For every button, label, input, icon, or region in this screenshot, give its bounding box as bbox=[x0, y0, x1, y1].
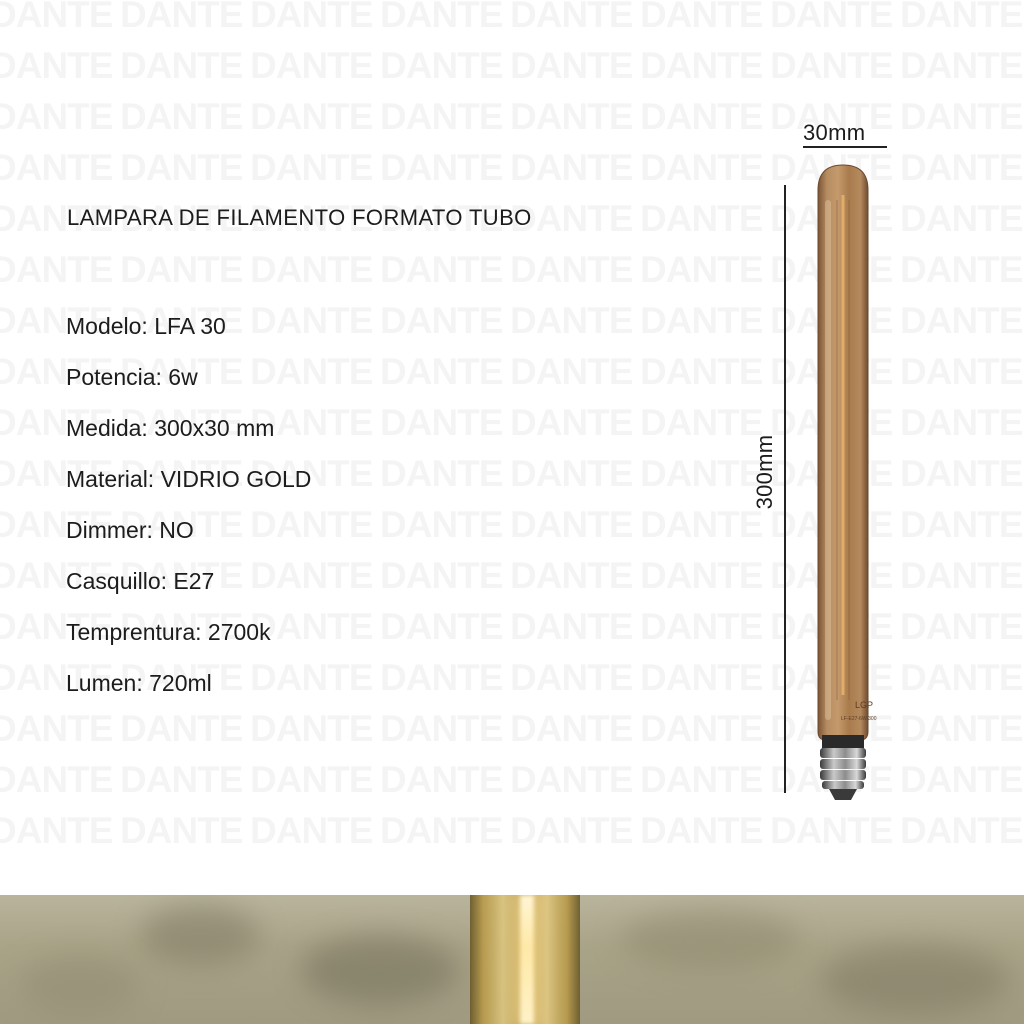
watermark-word bbox=[510, 302, 640, 339]
watermark-word bbox=[900, 404, 1024, 441]
watermark-word bbox=[380, 812, 510, 849]
watermark-word bbox=[770, 47, 900, 84]
watermark-word bbox=[380, 761, 510, 798]
watermark-word bbox=[640, 455, 770, 492]
watermark-word bbox=[900, 761, 1024, 798]
watermark-word bbox=[510, 455, 640, 492]
watermark-word bbox=[640, 353, 770, 390]
spec-power: Potencia: 6w bbox=[66, 364, 198, 390]
watermark-word bbox=[380, 557, 510, 594]
watermark-word bbox=[900, 659, 1024, 696]
watermark-word bbox=[900, 149, 1024, 186]
height-dimension-line bbox=[784, 185, 786, 793]
watermark-word bbox=[0, 761, 120, 798]
watermark-word bbox=[510, 251, 640, 288]
watermark-row bbox=[0, 0, 1024, 33]
watermark-word bbox=[640, 0, 770, 33]
watermark-word bbox=[250, 149, 380, 186]
watermark-word bbox=[640, 557, 770, 594]
spec-model: Modelo: LFA 30 bbox=[66, 313, 226, 339]
watermark-word bbox=[640, 761, 770, 798]
watermark-word bbox=[640, 710, 770, 747]
watermark-word bbox=[900, 47, 1024, 84]
watermark-word bbox=[640, 659, 770, 696]
watermark-word bbox=[120, 812, 250, 849]
watermark-word bbox=[380, 149, 510, 186]
watermark-word bbox=[510, 404, 640, 441]
watermark-word bbox=[380, 455, 510, 492]
width-dimension-line bbox=[803, 146, 887, 148]
watermark-word bbox=[380, 608, 510, 645]
watermark-word bbox=[510, 557, 640, 594]
watermark-word bbox=[900, 608, 1024, 645]
watermark-word bbox=[640, 302, 770, 339]
width-dimension-label: 30mm bbox=[803, 120, 866, 145]
watermark-word bbox=[250, 761, 380, 798]
watermark-word bbox=[770, 812, 900, 849]
watermark-word bbox=[900, 455, 1024, 492]
spec-socket: Casquillo: E27 bbox=[66, 568, 215, 594]
lifestyle-photo-strip bbox=[0, 895, 1024, 1024]
watermark-word bbox=[380, 506, 510, 543]
watermark-word bbox=[380, 251, 510, 288]
watermark-word bbox=[510, 353, 640, 390]
watermark-word bbox=[380, 98, 510, 135]
watermark-word bbox=[900, 557, 1024, 594]
watermark-word bbox=[120, 98, 250, 135]
watermark-word bbox=[0, 251, 120, 288]
watermark-word bbox=[640, 200, 770, 237]
watermark-word bbox=[380, 0, 510, 33]
product-title: LAMPARA DE FILAMENTO FORMATO TUBO bbox=[67, 205, 532, 230]
watermark-word bbox=[380, 659, 510, 696]
watermark-word bbox=[250, 251, 380, 288]
spec-list bbox=[66, 312, 311, 720]
watermark-word bbox=[380, 353, 510, 390]
watermark-word bbox=[510, 812, 640, 849]
watermark-word bbox=[510, 149, 640, 186]
watermark-word bbox=[0, 149, 120, 186]
watermark-word bbox=[250, 98, 380, 135]
watermark-word bbox=[900, 0, 1024, 33]
watermark-word bbox=[900, 98, 1024, 135]
watermark-word bbox=[640, 47, 770, 84]
watermark-word bbox=[510, 98, 640, 135]
watermark-word bbox=[510, 659, 640, 696]
watermark-word bbox=[900, 353, 1024, 390]
spec-dimmer: Dimmer: NO bbox=[66, 517, 194, 543]
watermark-word bbox=[250, 47, 380, 84]
watermark-word bbox=[120, 47, 250, 84]
watermark-word bbox=[510, 47, 640, 84]
watermark-row bbox=[0, 47, 1024, 84]
watermark-word bbox=[900, 200, 1024, 237]
watermark-word bbox=[120, 149, 250, 186]
watermark-word bbox=[900, 710, 1024, 747]
bulb-base bbox=[820, 748, 866, 800]
bulb-brand-print: LGP bbox=[855, 700, 874, 710]
tube-bulb-image bbox=[805, 160, 895, 805]
watermark-row bbox=[0, 98, 1024, 135]
watermark-word bbox=[380, 710, 510, 747]
watermark-word bbox=[510, 761, 640, 798]
watermark-word bbox=[120, 761, 250, 798]
watermark-word bbox=[640, 98, 770, 135]
photo-filament-glow bbox=[520, 895, 534, 1024]
watermark-word bbox=[640, 149, 770, 186]
spec-material: Material: VIDRIO GOLD bbox=[66, 466, 312, 492]
watermark-word bbox=[250, 0, 380, 33]
watermark-word bbox=[900, 302, 1024, 339]
watermark-word bbox=[120, 251, 250, 288]
spec-size: Medida: 300x30 mm bbox=[66, 415, 275, 441]
watermark-row bbox=[0, 812, 1024, 849]
watermark-word bbox=[640, 506, 770, 543]
watermark-word bbox=[380, 404, 510, 441]
watermark-word bbox=[640, 251, 770, 288]
watermark-word bbox=[380, 302, 510, 339]
height-dimension-label: 300mm bbox=[752, 434, 777, 510]
watermark-word bbox=[640, 812, 770, 849]
watermark-word bbox=[0, 47, 120, 84]
watermark-word bbox=[510, 0, 640, 33]
watermark-word bbox=[0, 0, 120, 33]
watermark-word bbox=[900, 812, 1024, 849]
spec-temperature: Temprentura: 2700k bbox=[66, 619, 271, 645]
spec-lumen: Lumen: 720ml bbox=[66, 670, 212, 696]
watermark-word bbox=[0, 812, 120, 849]
watermark-word bbox=[640, 404, 770, 441]
watermark-word bbox=[120, 0, 250, 33]
watermark-word bbox=[900, 251, 1024, 288]
watermark-word bbox=[0, 98, 120, 135]
watermark-word bbox=[900, 506, 1024, 543]
watermark-word bbox=[250, 812, 380, 849]
bulb-neck bbox=[822, 735, 864, 749]
watermark-word bbox=[770, 0, 900, 33]
watermark-word bbox=[510, 710, 640, 747]
watermark-word bbox=[510, 506, 640, 543]
watermark-word bbox=[510, 608, 640, 645]
bulb-highlight bbox=[825, 200, 831, 720]
bulb-code-print: LF-E27-6W-300 bbox=[841, 716, 877, 722]
watermark-word bbox=[380, 47, 510, 84]
watermark-word bbox=[640, 608, 770, 645]
